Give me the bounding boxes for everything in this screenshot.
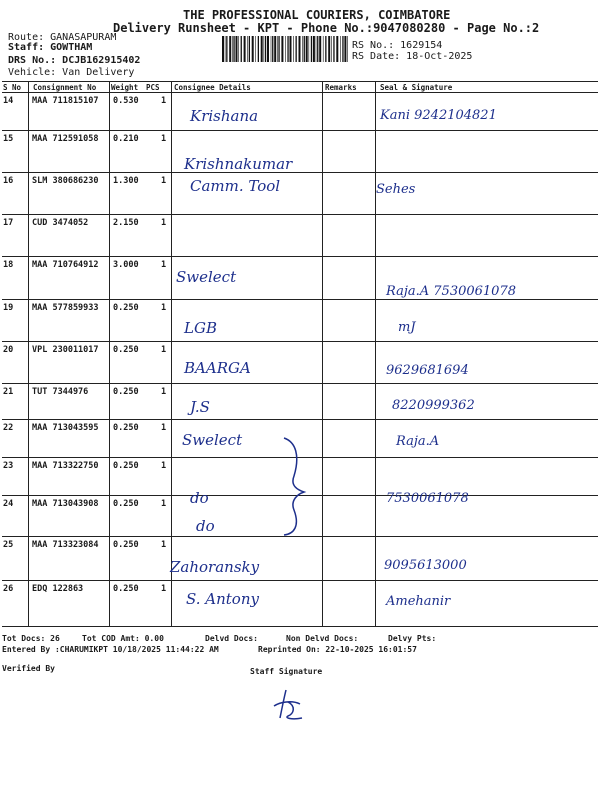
row-divider bbox=[2, 256, 598, 257]
runsheet-title: Delivery Runsheet - KPT - Phone No.:9047080280 - Page No.:2 bbox=[113, 21, 540, 35]
row-consignment-no: MAA 713323084 bbox=[32, 540, 99, 550]
row-sno: 24 bbox=[3, 499, 14, 509]
row-pcs: 1 bbox=[161, 303, 167, 313]
row-consignee-handwritten: S. Antony bbox=[186, 590, 259, 608]
row-seal-signature: mJ bbox=[398, 320, 416, 335]
row-consignment-no: MAA 710764912 bbox=[32, 260, 99, 270]
row-sno: 14 bbox=[3, 96, 14, 106]
row-sno: 17 bbox=[3, 218, 14, 228]
row-weight: 0.530 bbox=[113, 96, 139, 106]
col-divider bbox=[322, 81, 323, 626]
row-weight: 0.250 bbox=[113, 303, 139, 313]
row-consignment-no: TUT 7344976 bbox=[32, 387, 89, 397]
total-docs: Tot Docs: 26 bbox=[2, 634, 60, 643]
row-consignee-handwritten: Swelect bbox=[176, 268, 237, 286]
row-pcs: 1 bbox=[161, 584, 167, 594]
staff-signature-label: Staff Signature bbox=[250, 667, 323, 676]
row-consignment-no: MAA 711815107 bbox=[32, 96, 99, 106]
row-sno: 16 bbox=[3, 176, 14, 186]
row-consignment-no: MAA 713322750 bbox=[32, 461, 99, 471]
row-consignee-handwritten: Camm. Tool bbox=[190, 177, 281, 195]
row-consignment-no: MAA 712591058 bbox=[32, 134, 99, 144]
row-consignee-handwritten: Zahoransky bbox=[170, 558, 260, 576]
table-bottom-border bbox=[2, 626, 598, 627]
col-divider bbox=[171, 81, 172, 626]
row-consignment-no: MAA 577859933 bbox=[32, 303, 99, 313]
reprinted-on: Reprinted On: 22-10-2025 16:01:57 bbox=[258, 645, 417, 654]
row-divider bbox=[2, 419, 598, 420]
row-weight: 0.250 bbox=[113, 387, 139, 397]
row-consignment-no: VPL 230011017 bbox=[32, 345, 99, 355]
row-pcs: 1 bbox=[161, 540, 167, 550]
row-sno: 23 bbox=[3, 461, 14, 471]
row-seal-signature: 7530061078 bbox=[386, 491, 469, 506]
header-bottom-border bbox=[2, 92, 598, 93]
entered-by: Entered By :CHARUMIKPT 10/18/2025 11:44:22 AM bbox=[2, 645, 219, 654]
row-pcs: 1 bbox=[161, 96, 167, 106]
delivery-points: Delvy Pts: bbox=[388, 634, 437, 643]
row-divider bbox=[2, 383, 598, 384]
row-sno: 15 bbox=[3, 134, 14, 144]
row-consignee-handwritten: BAARGA bbox=[184, 359, 251, 377]
row-weight: 1.300 bbox=[113, 176, 139, 186]
row-seal-signature: Raja.A bbox=[396, 434, 440, 449]
row-seal-signature: 9629681694 bbox=[386, 363, 469, 378]
row-sno: 26 bbox=[3, 584, 14, 594]
staff-label: Staff: GOWTHAM bbox=[8, 42, 93, 53]
row-pcs: 1 bbox=[161, 345, 167, 355]
col-pcs-header: PCS bbox=[146, 83, 160, 92]
col-consignment-header: Consignment No bbox=[33, 83, 97, 92]
col-seal-header: Seal & Signature bbox=[380, 83, 453, 92]
row-consignment-no: EDQ 122863 bbox=[32, 584, 84, 594]
row-divider bbox=[2, 299, 598, 300]
row-consignment-no: MAA 713043595 bbox=[32, 423, 99, 433]
row-pcs: 1 bbox=[161, 423, 167, 433]
row-weight: 3.000 bbox=[113, 260, 139, 270]
row-pcs: 1 bbox=[161, 218, 167, 228]
row-seal-signature: 9095613000 bbox=[384, 558, 467, 573]
row-divider bbox=[2, 214, 598, 215]
col-divider bbox=[109, 81, 110, 626]
row-consignee-handwritten: Krishana bbox=[190, 107, 259, 125]
row-consignment-no: SLM 380686230 bbox=[32, 176, 99, 186]
row-seal-signature: Sehes bbox=[376, 182, 416, 197]
verified-by: Verified By bbox=[2, 664, 55, 673]
row-weight: 2.150 bbox=[113, 218, 139, 228]
row-pcs: 1 bbox=[161, 260, 167, 270]
row-divider bbox=[2, 580, 598, 581]
row-divider bbox=[2, 130, 598, 131]
row-weight: 0.250 bbox=[113, 345, 139, 355]
delivered-docs: Delvd Docs: bbox=[205, 634, 258, 643]
row-consignment-no: MAA 713043908 bbox=[32, 499, 99, 509]
drs-number: DRS No.: DCJB162915402 bbox=[8, 55, 141, 66]
row-divider bbox=[2, 341, 598, 342]
row-consignee-handwritten: LGB bbox=[184, 319, 217, 337]
row-consignee-handwritten: do bbox=[190, 489, 209, 507]
vehicle-label: Vehicle: Van Delivery bbox=[8, 67, 135, 78]
row-sno: 20 bbox=[3, 345, 14, 355]
row-consignee-handwritten: Swelect bbox=[182, 431, 243, 449]
row-seal-signature: Raja.A 7530061078 bbox=[386, 284, 516, 299]
barcode bbox=[222, 36, 350, 62]
row-sno: 18 bbox=[3, 260, 14, 270]
ditto-brace bbox=[280, 436, 310, 536]
row-sno: 22 bbox=[3, 423, 14, 433]
row-weight: 0.210 bbox=[113, 134, 139, 144]
row-pcs: 1 bbox=[161, 461, 167, 471]
row-weight: 0.250 bbox=[113, 540, 139, 550]
route-label: Route: GANASAPURAM bbox=[8, 32, 117, 43]
row-weight: 0.250 bbox=[113, 423, 139, 433]
row-weight: 0.250 bbox=[113, 584, 139, 594]
row-weight: 0.250 bbox=[113, 461, 139, 471]
row-seal-signature: Kani 9242104821 bbox=[380, 108, 497, 123]
row-consignee-handwritten: J.S bbox=[190, 398, 210, 416]
row-sno: 21 bbox=[3, 387, 14, 397]
total-cod-amount: Tot COD Amt: 0.00 bbox=[82, 634, 164, 643]
table-top-border bbox=[2, 81, 598, 82]
row-consignee-handwritten: do bbox=[196, 517, 215, 535]
row-pcs: 1 bbox=[161, 176, 167, 186]
row-consignment-no: CUD 3474052 bbox=[32, 218, 89, 228]
row-weight: 0.250 bbox=[113, 499, 139, 509]
col-weight-header: Weight bbox=[111, 83, 139, 92]
rs-date: RS Date: 18-Oct-2025 bbox=[352, 51, 473, 62]
rs-number: RS No.: 1629154 bbox=[352, 40, 443, 51]
row-seal-signature: 8220999362 bbox=[392, 398, 475, 413]
col-divider bbox=[375, 81, 376, 626]
row-divider bbox=[2, 536, 598, 537]
col-consignee-header: Consignee Details bbox=[174, 83, 251, 92]
row-pcs: 1 bbox=[161, 387, 167, 397]
row-consignee-handwritten: Krishnakumar bbox=[184, 155, 293, 173]
col-divider bbox=[28, 81, 29, 626]
row-pcs: 1 bbox=[161, 134, 167, 144]
col-sno-header: S No bbox=[3, 83, 22, 92]
row-divider bbox=[2, 172, 598, 173]
row-sno: 19 bbox=[3, 303, 14, 313]
company-name: THE PROFESSIONAL COURIERS, COIMBATORE bbox=[183, 8, 451, 22]
col-remarks-header: Remarks bbox=[325, 83, 357, 92]
row-sno: 25 bbox=[3, 540, 14, 550]
non-delivered-docs: Non Delvd Docs: bbox=[286, 634, 359, 643]
row-seal-signature: Amehanir bbox=[386, 594, 451, 609]
staff-signature bbox=[270, 688, 306, 722]
row-pcs: 1 bbox=[161, 499, 167, 509]
